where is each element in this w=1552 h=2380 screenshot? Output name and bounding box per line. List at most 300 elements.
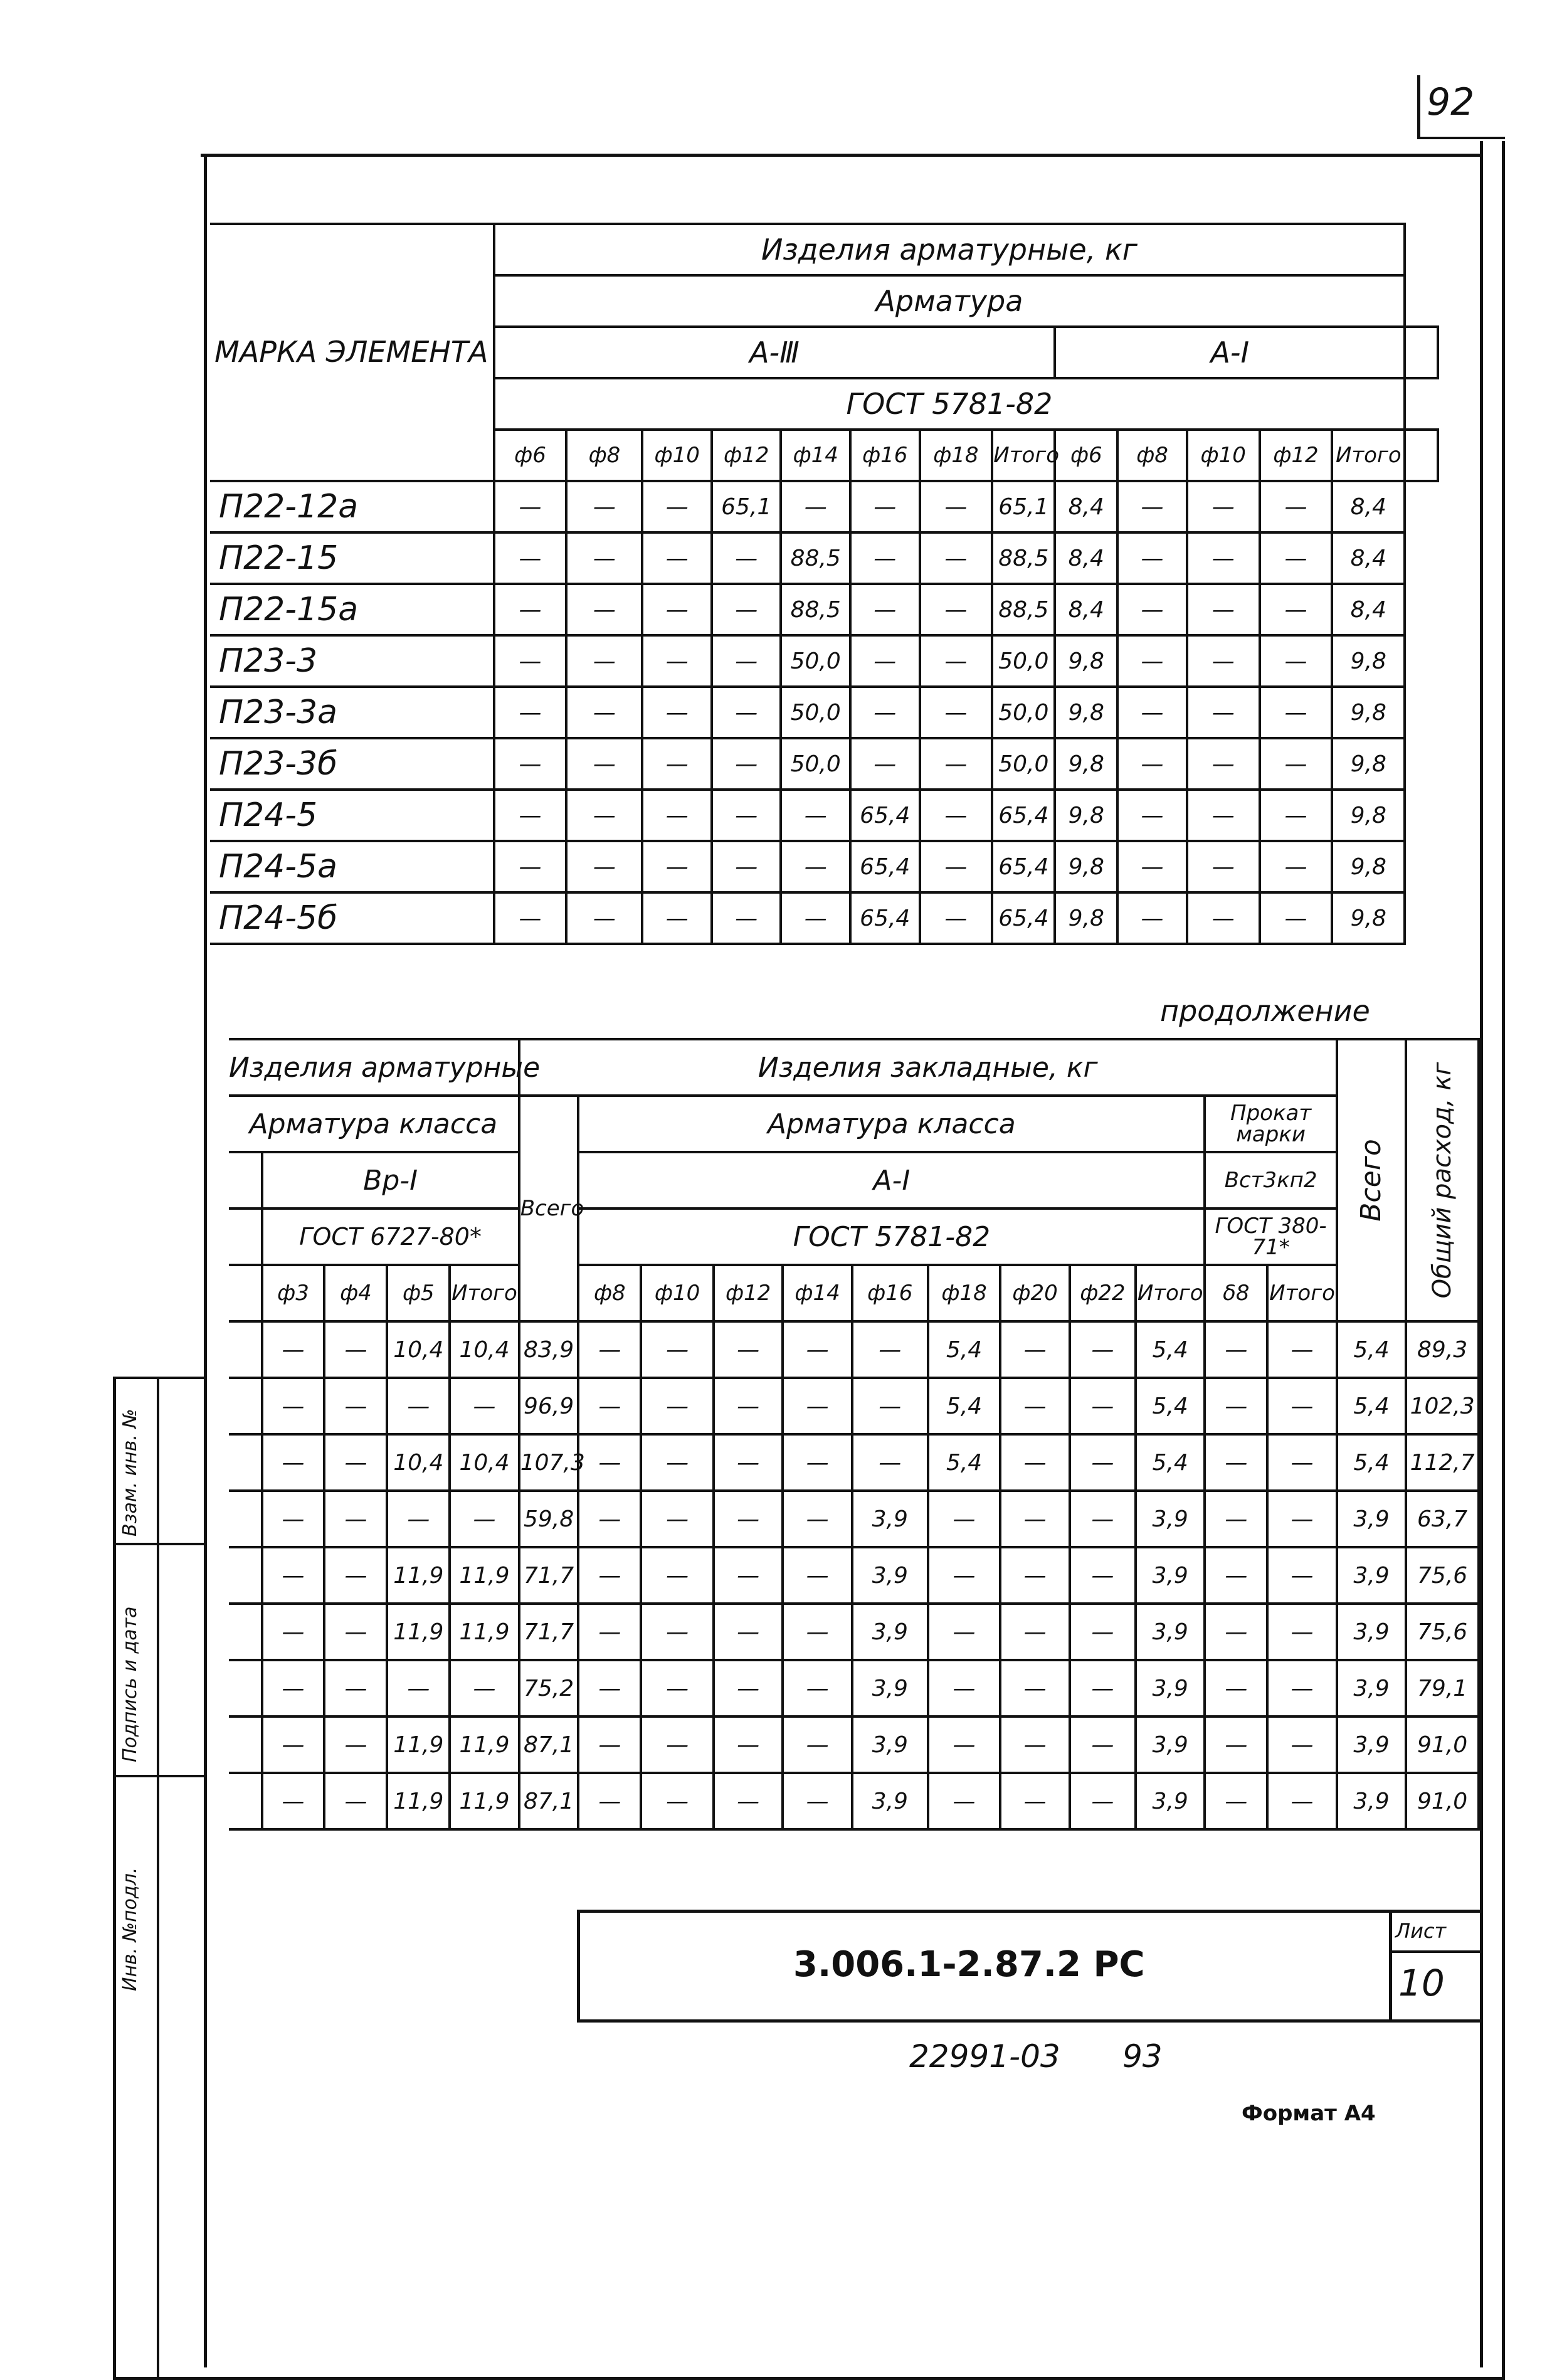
right-class: Арматура класса (578, 1096, 1205, 1152)
table-cell: — (641, 1378, 714, 1434)
col-header: ф12 (1260, 430, 1333, 481)
table-row (229, 1604, 1479, 1660)
table-cell: 91,0 (1406, 1773, 1479, 1829)
table-cell: 65,4 (992, 841, 1055, 892)
right-title: Изделия закладные, кг (519, 1039, 1337, 1096)
left-title: Изделия арматурные (229, 1039, 519, 1096)
table-cell: — (928, 1547, 1001, 1604)
vsego-right (1337, 1039, 1406, 1321)
mark-header: МАРКА ЭЛЕМЕНТА (210, 224, 494, 481)
col-header: ф5 (387, 1265, 450, 1321)
table-cell: — (850, 635, 920, 687)
table-cell: — (783, 1773, 852, 1829)
table-cell: — (566, 584, 642, 635)
table-cell: 65,4 (850, 841, 920, 892)
prokat-gost: ГОСТ 380-71* (1205, 1209, 1336, 1265)
table-cell: — (783, 1434, 852, 1491)
table-cell: 88,5 (992, 584, 1055, 635)
table-cell: — (641, 1547, 714, 1604)
table-cell: — (714, 1716, 783, 1773)
col-header: Итого (450, 1265, 519, 1321)
table-cell: 3,9 (1337, 1604, 1406, 1660)
table-cell: — (578, 1716, 641, 1773)
table-cell: 9,8 (1055, 892, 1117, 944)
table-cell: — (928, 1604, 1001, 1660)
table-cell: 11,9 (387, 1547, 450, 1604)
side-stamp-signature: Подпись и дата (119, 1606, 141, 1762)
table-cell: — (714, 1491, 783, 1547)
table-cell: — (642, 841, 712, 892)
table-cell: — (566, 892, 642, 944)
table-cell: — (1070, 1378, 1136, 1434)
table-cell: — (578, 1434, 641, 1491)
table-cell: 5,4 (1337, 1321, 1406, 1378)
table-cell: 3,9 (1136, 1660, 1205, 1716)
table-cell: — (1070, 1660, 1136, 1716)
table-cell: 75,6 (1406, 1547, 1479, 1604)
table-cell: — (1205, 1378, 1267, 1434)
table-cell: 91,0 (1406, 1716, 1479, 1773)
table-cell: — (324, 1378, 387, 1434)
table-cell: — (1267, 1604, 1336, 1660)
col-header: ф18 (928, 1265, 1001, 1321)
table-cell: — (1187, 584, 1260, 635)
row-mark: П22-15а (210, 584, 494, 635)
table-cell: — (1205, 1660, 1267, 1716)
table-cell: — (566, 841, 642, 892)
table-cell: — (1070, 1491, 1136, 1547)
col-header: ф10 (1187, 430, 1260, 481)
archive-number: 22991-03 (909, 2038, 1060, 2075)
table-cell: 79,1 (1406, 1660, 1479, 1716)
table-cell: 65,4 (992, 892, 1055, 944)
prokat-label: Прокат марки (1205, 1096, 1336, 1152)
table-cell: — (1117, 532, 1187, 584)
table-cell: — (494, 532, 567, 584)
table-cell: — (642, 635, 712, 687)
table-cell: — (642, 481, 712, 532)
format-label: Формат А4 (1242, 2101, 1376, 2126)
table-cell: 50,0 (781, 687, 850, 738)
table-cell: — (1267, 1321, 1336, 1378)
row-mark: П23-3а (210, 687, 494, 738)
row-mark: П23-3б (210, 738, 494, 790)
table-cell: — (1187, 687, 1260, 738)
side-stamp-replace: Взам. инв. № (119, 1409, 141, 1536)
table-cell: 71,7 (519, 1604, 579, 1660)
table-cell: — (1070, 1716, 1136, 1773)
col-header: ф10 (642, 430, 712, 481)
table-cell: — (1117, 841, 1187, 892)
right-a1: А-Ⅰ (578, 1152, 1205, 1209)
total-header (1406, 1039, 1479, 1321)
table-cell: 9,8 (1332, 841, 1405, 892)
table-cell: — (852, 1378, 928, 1434)
table-cell: 3,9 (852, 1604, 928, 1660)
table-cell: 5,4 (1136, 1434, 1205, 1491)
table-cell: — (450, 1491, 519, 1547)
table-cell: — (1260, 584, 1333, 635)
table-cell: — (850, 738, 920, 790)
table-cell: — (781, 481, 850, 532)
table-cell: 8,4 (1332, 584, 1405, 635)
prokat-mark: Вст3кп2 (1205, 1152, 1336, 1209)
table-cell: 9,8 (1055, 635, 1117, 687)
table-cell: — (1070, 1604, 1136, 1660)
table-cell: — (324, 1434, 387, 1491)
row-mark: П24-5а (210, 841, 494, 892)
table-cell: 9,8 (1055, 687, 1117, 738)
table-cell: 3,9 (852, 1491, 928, 1547)
table-cell: 9,8 (1055, 738, 1117, 790)
table-cell: 5,4 (928, 1321, 1001, 1378)
table-cell: — (1000, 1491, 1069, 1547)
table-cell: — (1267, 1773, 1336, 1829)
table-cell: 112,7 (1406, 1434, 1479, 1491)
table-cell: 3,9 (1337, 1547, 1406, 1604)
table-row (229, 1547, 1479, 1604)
table-row (210, 841, 1438, 892)
table-cell: — (928, 1716, 1001, 1773)
table-cell: — (1205, 1773, 1267, 1829)
table-cell: 8,4 (1055, 481, 1117, 532)
table-cell: — (783, 1604, 852, 1660)
table-cell: — (781, 790, 850, 841)
table-cell: — (712, 635, 781, 687)
table-cell: 8,4 (1332, 532, 1405, 584)
table-cell: — (1267, 1547, 1336, 1604)
table-cell: 65,4 (850, 790, 920, 841)
col-header: ф16 (852, 1265, 928, 1321)
table-cell: — (1267, 1378, 1336, 1434)
table-cell: — (642, 892, 712, 944)
table-cell: 9,8 (1332, 635, 1405, 687)
table-cell: — (928, 1660, 1001, 1716)
table-cell: — (714, 1547, 783, 1604)
table-cell: — (1117, 635, 1187, 687)
table-cell: — (712, 687, 781, 738)
table-cell: — (712, 738, 781, 790)
col-header: ф4 (324, 1265, 387, 1321)
table-cell: — (920, 738, 993, 790)
table-cell: — (324, 1321, 387, 1378)
table-cell: — (1117, 892, 1187, 944)
table-cell: 87,1 (519, 1716, 579, 1773)
table-cell: — (712, 532, 781, 584)
table-cell: — (566, 635, 642, 687)
table-cell: — (1267, 1660, 1336, 1716)
table-cell: — (641, 1604, 714, 1660)
table-cell: 96,9 (519, 1378, 579, 1434)
col-header: ф12 (714, 1265, 783, 1321)
table-cell: — (1187, 481, 1260, 532)
doc-code: 3.006.1-2.87.2 РС (793, 1944, 1145, 1985)
table-cell: — (566, 687, 642, 738)
table-cell: — (920, 790, 993, 841)
table-cell: 8,4 (1332, 481, 1405, 532)
table-cell: — (850, 481, 920, 532)
table-cell: — (566, 738, 642, 790)
table-cell: — (1260, 635, 1333, 687)
table-cell: — (1205, 1491, 1267, 1547)
table-cell: — (324, 1660, 387, 1716)
table-cell: 9,8 (1055, 790, 1117, 841)
table-cell: — (494, 481, 567, 532)
table-row (229, 1491, 1479, 1547)
table-cell: 3,9 (852, 1716, 928, 1773)
table-cell: — (920, 481, 993, 532)
table-cell: — (494, 687, 567, 738)
table-row (229, 1660, 1479, 1716)
table-cell: — (578, 1660, 641, 1716)
row-mark: П24-5б (210, 892, 494, 944)
table-cell: 75,6 (1406, 1604, 1479, 1660)
table-cell: — (262, 1660, 325, 1716)
col-header: Итого (1136, 1265, 1205, 1321)
col-header: ф8 (578, 1265, 641, 1321)
col-header: ф8 (566, 430, 642, 481)
col-header: δ8 (1205, 1265, 1267, 1321)
table-cell: 3,9 (1337, 1716, 1406, 1773)
table-cell: — (578, 1321, 641, 1378)
table-cell: 63,7 (1406, 1491, 1479, 1547)
table-cell: — (714, 1378, 783, 1434)
table-cell: — (642, 738, 712, 790)
table-reinforcement-main (210, 223, 1439, 945)
table-cell: — (712, 584, 781, 635)
col-header: Итого (1267, 1265, 1336, 1321)
table-cell: — (494, 635, 567, 687)
table-cell: — (578, 1604, 641, 1660)
table-cell: — (262, 1716, 325, 1773)
table-cell: 107,3 (519, 1434, 579, 1491)
table-cell: — (324, 1547, 387, 1604)
table-cell: — (852, 1434, 928, 1491)
table-cell: — (920, 892, 993, 944)
sheet-label: Лист (1395, 1919, 1447, 1943)
table-cell: — (494, 584, 567, 635)
table-cell: 3,9 (1136, 1491, 1205, 1547)
table-cell: — (714, 1773, 783, 1829)
table-cell: — (1187, 841, 1260, 892)
table-cell: — (578, 1491, 641, 1547)
table-cell: 65,1 (992, 481, 1055, 532)
table-cell: — (1187, 738, 1260, 790)
table-cell: 5,4 (928, 1434, 1001, 1491)
title-block (577, 1910, 1480, 2023)
table-cell: — (783, 1321, 852, 1378)
table-cell: — (1260, 841, 1333, 892)
table-cell: — (1117, 584, 1187, 635)
table-cell: — (1187, 532, 1260, 584)
table-cell: — (783, 1716, 852, 1773)
left-gost: ГОСТ 6727-80* (262, 1209, 519, 1265)
table-cell: — (712, 841, 781, 892)
table-cell: — (387, 1378, 450, 1434)
table-cell: — (1205, 1321, 1267, 1378)
table-cell: — (1267, 1434, 1336, 1491)
table-cell: 9,8 (1055, 841, 1117, 892)
table-cell: 88,5 (992, 532, 1055, 584)
vertical-header-text: Всего (1354, 1139, 1387, 1222)
table-cell: — (494, 790, 567, 841)
table-cell: — (1267, 1716, 1336, 1773)
table-cell: — (920, 687, 993, 738)
table-embedded-parts (229, 1038, 1480, 1831)
table-cell: — (920, 841, 993, 892)
table-cell: — (1000, 1321, 1069, 1378)
table-cell: — (920, 532, 993, 584)
table-cell: — (852, 1321, 928, 1378)
table-cell: — (1187, 892, 1260, 944)
table-cell: — (324, 1604, 387, 1660)
table-cell: — (494, 738, 567, 790)
table-cell: — (642, 584, 712, 635)
vertical-header-text: Общий расход, кг (1428, 1062, 1457, 1299)
table-row (229, 1434, 1479, 1491)
table-cell: 5,4 (1337, 1434, 1406, 1491)
table-cell: — (1267, 1491, 1336, 1547)
row-mark: П22-12а (210, 481, 494, 532)
sheet-number: 10 (1398, 1962, 1445, 2004)
table-cell: — (641, 1321, 714, 1378)
col-header: Итого (1332, 430, 1405, 481)
table-cell: 65,4 (992, 790, 1055, 841)
table-cell: — (642, 687, 712, 738)
table1-title: Изделия арматурные, кг (494, 224, 1405, 275)
col-header: Итого (992, 430, 1055, 481)
table-cell: 3,9 (1337, 1491, 1406, 1547)
table-cell: — (714, 1604, 783, 1660)
table-cell: — (928, 1491, 1001, 1547)
table-cell: 11,9 (450, 1773, 519, 1829)
table-cell: — (1117, 687, 1187, 738)
table-cell: 89,3 (1406, 1321, 1479, 1378)
class-a3: А-Ⅲ (494, 327, 1055, 378)
table-cell: — (1117, 738, 1187, 790)
table-cell: 3,9 (1136, 1547, 1205, 1604)
table-cell: 11,9 (387, 1716, 450, 1773)
table-cell: — (1187, 790, 1260, 841)
table-row (210, 738, 1438, 790)
table-cell: — (566, 790, 642, 841)
table-cell: — (714, 1321, 783, 1378)
table-cell: 59,8 (519, 1491, 579, 1547)
frame-right (1480, 141, 1483, 2367)
table-row (229, 1716, 1479, 1773)
table-cell: 11,9 (450, 1547, 519, 1604)
table-cell: — (1260, 481, 1333, 532)
table-cell: 50,0 (992, 687, 1055, 738)
table-cell: — (1000, 1604, 1069, 1660)
table-cell: 10,4 (450, 1434, 519, 1491)
vsego-left: Всего (519, 1096, 579, 1321)
table-cell: 11,9 (387, 1604, 450, 1660)
table-cell: — (1000, 1378, 1069, 1434)
left-class: Арматура класса (229, 1096, 519, 1152)
col-header: ф3 (262, 1265, 325, 1321)
table-cell: — (1205, 1604, 1267, 1660)
table-cell: 3,9 (852, 1547, 928, 1604)
row-mark: П24-5 (210, 790, 494, 841)
gost-label: ГОСТ 5781-82 (494, 378, 1405, 430)
table-cell: — (1000, 1547, 1069, 1604)
table-cell: — (850, 687, 920, 738)
table-cell: — (1000, 1716, 1069, 1773)
table-cell: — (566, 532, 642, 584)
table-cell: 3,9 (1136, 1716, 1205, 1773)
table-cell: — (712, 790, 781, 841)
table-cell: — (928, 1773, 1001, 1829)
table-cell: 10,4 (387, 1321, 450, 1378)
table-row (229, 1321, 1479, 1378)
side-stamp-inventory: Инв. №подл. (119, 1867, 141, 1991)
table-cell: — (494, 841, 567, 892)
table-cell: — (324, 1773, 387, 1829)
table-cell: 8,4 (1055, 584, 1117, 635)
table-cell: — (1205, 1716, 1267, 1773)
table-cell: — (920, 635, 993, 687)
right-gost: ГОСТ 5781-82 (578, 1209, 1205, 1265)
table-cell: — (1070, 1773, 1136, 1829)
col-header: ф14 (783, 1265, 852, 1321)
table-cell: 5,4 (928, 1378, 1001, 1434)
table-cell: — (642, 790, 712, 841)
table-cell: 88,5 (781, 532, 850, 584)
table-cell: — (1070, 1321, 1136, 1378)
frame-bottom (113, 2377, 1505, 2380)
table-cell: — (642, 532, 712, 584)
frame-top (201, 154, 1480, 157)
col-header: ф12 (712, 430, 781, 481)
table-cell: — (781, 841, 850, 892)
frame-left (204, 154, 207, 2367)
table-cell: — (1000, 1773, 1069, 1829)
table-row (210, 584, 1438, 635)
table-cell: — (641, 1491, 714, 1547)
table-cell: 10,4 (387, 1434, 450, 1491)
table-row (210, 532, 1438, 584)
table-cell: 50,0 (781, 738, 850, 790)
table-cell: 75,2 (519, 1660, 579, 1716)
table-cell: — (783, 1547, 852, 1604)
table-cell: 9,8 (1332, 687, 1405, 738)
table-cell: 50,0 (781, 635, 850, 687)
col-header: ф8 (1117, 430, 1187, 481)
table-row (210, 635, 1438, 687)
table-row (210, 790, 1438, 841)
table-cell: 3,9 (852, 1773, 928, 1829)
table-cell: — (641, 1773, 714, 1829)
table-cell: — (450, 1660, 519, 1716)
table-cell: 50,0 (992, 738, 1055, 790)
col-header: ф22 (1070, 1265, 1136, 1321)
table-cell: 50,0 (992, 635, 1055, 687)
table-cell: 65,4 (850, 892, 920, 944)
table-cell: — (1070, 1434, 1136, 1491)
table-cell: — (1260, 687, 1333, 738)
table-cell: — (1260, 892, 1333, 944)
row-mark: П22-15 (210, 532, 494, 584)
col-header: ф20 (1000, 1265, 1069, 1321)
table-cell: — (1000, 1660, 1069, 1716)
table-cell: — (387, 1491, 450, 1547)
page-number: 92 (1427, 80, 1475, 124)
table-cell: 9,8 (1332, 790, 1405, 841)
table-cell: — (578, 1773, 641, 1829)
table-row (210, 687, 1438, 738)
table-cell: 3,9 (852, 1660, 928, 1716)
